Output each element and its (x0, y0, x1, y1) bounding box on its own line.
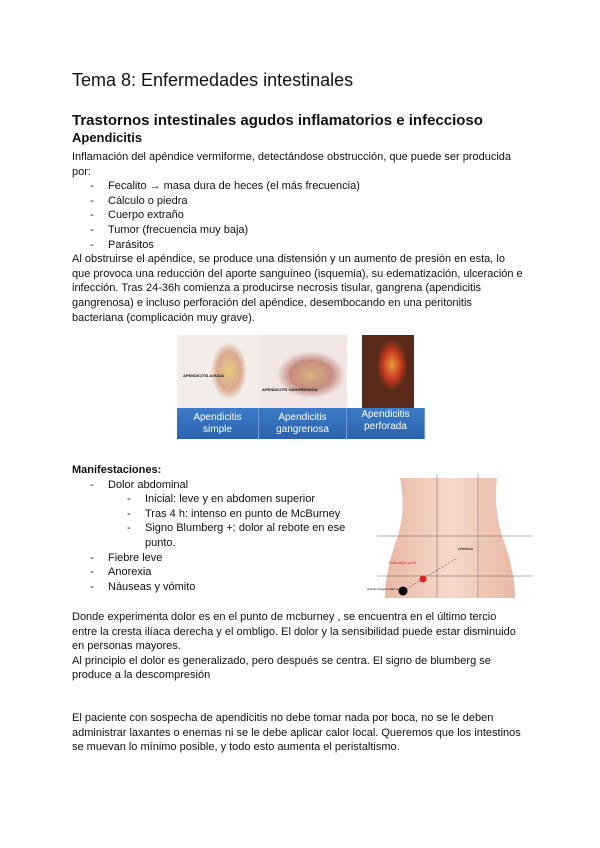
apendicitis-text (72, 150, 523, 325)
sub-list-continuation: punto. (145, 536, 176, 549)
caption-line: Apendicitis (361, 409, 410, 420)
text-line: que provoca una reducción del aporte sanguíneo (isquemia), su edematización, ulceración e (72, 267, 523, 280)
text-line: Donde experimenta dolor es en el punto de mcburney , se encuentra en el último tercio (72, 611, 497, 623)
image-label: APENDICITIS AGUDA (183, 373, 224, 378)
list-item: - Parásitos (72, 238, 523, 253)
caption-simple (177, 408, 259, 439)
sub-list-item: - Signo Blumberg +: dolor al rebote en ese (72, 521, 345, 536)
caption-line: perforada (364, 421, 407, 432)
mcburney-paragraph (72, 610, 516, 683)
list-item: - Tumor (frecuencia muy baja) (72, 223, 523, 238)
text-line: produce a la descompresión (72, 669, 211, 682)
caption-line: Apendicitis (193, 412, 242, 423)
appendix-perforated-image (362, 335, 414, 408)
list-item: - Fiebre leve (72, 551, 345, 566)
text-line: administrar laxantes o enemas ni se le debe aplicar calor local. Queremos que los intestinos (72, 726, 521, 739)
text-line: se muevan lo mínimo posible, y todo esto aumenta el peristaltismo. (72, 741, 400, 754)
appendix-simple-image (177, 335, 259, 408)
sub-list-item: - Tras 4 h: intenso en punto de McBurney (72, 507, 345, 522)
care-paragraph (72, 711, 521, 755)
text-line: por: (72, 165, 91, 178)
text-line: infección. Tras 24-36h comienza a producirse necrosis tisular, gangrena (apendicitis (72, 282, 482, 295)
text-line: Inflamación del apéndice vermiforme, detectándose obstrucción, que puede ser producida (72, 151, 512, 163)
torso-image (385, 478, 515, 598)
caption-gangrenous (259, 408, 347, 439)
caption-line: gangrenosa (276, 424, 329, 435)
manifestations-heading: Manifestaciones: (72, 464, 162, 476)
iliac-spine-label: anterior superior iliac spine (367, 587, 403, 591)
mcburney-label: McBurney's point (389, 561, 416, 565)
page-title: Tema 8: Enfermedades intestinales (72, 70, 354, 90)
list-item: - Anorexia (72, 565, 345, 580)
caption-line: Apendicitis (278, 412, 327, 423)
text-line: El paciente con sospecha de apendicitis no debe tomar nada por boca, no se le deben (72, 712, 494, 724)
appendicitis-types-figure (177, 335, 425, 439)
text-line: bacteriana (complicación muy grave). (72, 311, 255, 324)
sub-list-item: - Inicial: leve y en abdomen superior (72, 492, 345, 507)
list-item: - Fecalito → masa dura de heces (el más frecuencia) (72, 179, 523, 194)
image-label: APENDICITIS GANGRENOSA (262, 387, 318, 392)
section-heading: Trastornos intestinales agudos inflamatorios e infeccioso (72, 112, 483, 129)
mcburney-point-figure (365, 474, 540, 598)
list-item: - Cuerpo extraño (72, 208, 523, 223)
manifestations-section (72, 463, 345, 594)
appendix-gangrenous-image (259, 335, 347, 408)
umbilicus-label: Umbilicus (458, 547, 474, 551)
list-item: - Náuseas y vómito (72, 580, 345, 595)
list-item: - Cálculo o piedra (72, 194, 523, 209)
text-line: Al obstruirse el apéndice, se produce una distensión y un aumento de presión en esta, lo (72, 253, 505, 266)
mcburney-point-marker (420, 576, 427, 583)
text-line: gangrenosa) e incluso perforación del apéndice, desembocando en una peritonitis (72, 296, 472, 309)
text-line: entre la cresta ilíaca derecha y el ombligo. El dolor y la sensibilidad puede estar disminuido (72, 625, 516, 638)
caption-perforated (347, 408, 425, 439)
text-line: en personas mayores. (72, 640, 181, 653)
text-line: Al principio el dolor es generalizado, pero después se centra. El signo de blumberg se (72, 654, 491, 667)
subsection-heading: Apendicitis (72, 130, 143, 145)
caption-line: simple (203, 424, 232, 435)
list-item: - Dolor abdominal (72, 478, 345, 493)
